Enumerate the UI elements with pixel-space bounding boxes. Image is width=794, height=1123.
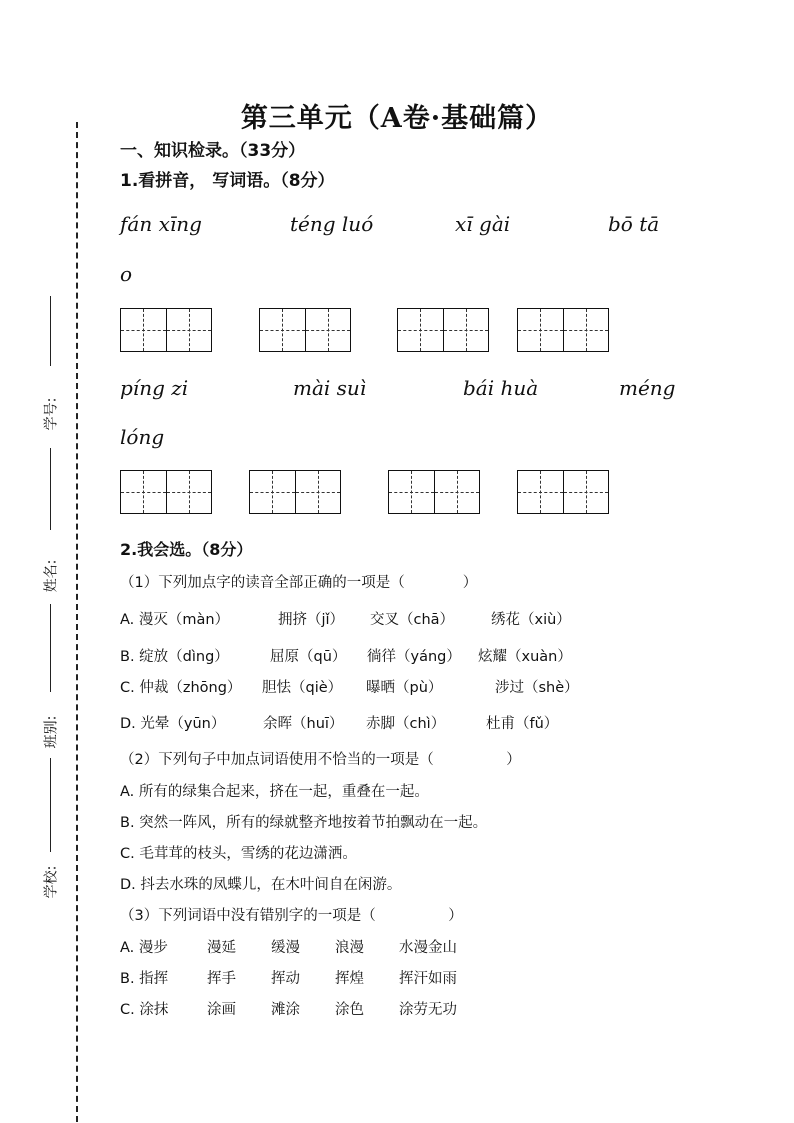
school-label: 学校: bbox=[43, 865, 60, 899]
option-1b-4: 炫耀（xuàn） bbox=[478, 649, 572, 665]
option-3c-1: C. 涂抹 bbox=[120, 1002, 169, 1018]
option-1b-1: B. 绽放（dìng） bbox=[120, 649, 229, 665]
answer-grid-5[interactable] bbox=[120, 470, 212, 514]
sub-question-1-stem: （1）下列加点字的读音全部正确的一项是（ ） bbox=[120, 575, 478, 591]
pinyin-2: téng luó bbox=[290, 212, 374, 236]
option-1b-3: 徜徉（yáng） bbox=[367, 649, 461, 665]
option-3a-1: A. 漫步 bbox=[120, 940, 168, 956]
pinyin-8: méng bbox=[619, 376, 676, 400]
option-2c: C. 毛茸茸的枝头，雪绣的花边潇洒。 bbox=[120, 846, 357, 862]
option-1d-3: 赤脚（chì） bbox=[366, 716, 446, 732]
pinyin-8-wrap: lóng bbox=[120, 425, 165, 449]
pinyin-3: xī gài bbox=[455, 212, 511, 236]
option-1c-2: 胆怯（qiè） bbox=[262, 680, 343, 696]
pinyin-4: bō tā bbox=[608, 212, 660, 236]
answer-grid-4[interactable] bbox=[517, 308, 609, 352]
option-1a-4: 绣花（xiù） bbox=[491, 612, 571, 628]
question-1-heading: 1.看拼音， 写词语。（8分） bbox=[120, 171, 335, 191]
pinyin-6: mài suì bbox=[293, 376, 367, 400]
class-blank[interactable] bbox=[50, 604, 51, 692]
option-2b: B. 突然一阵风，所有的绿就整齐地按着节拍飘动在一起。 bbox=[120, 815, 488, 831]
option-1a-1: A. 漫灭（màn） bbox=[120, 612, 230, 628]
answer-grid-8[interactable] bbox=[517, 470, 609, 514]
option-1d-1: D. 光晕（yūn） bbox=[120, 716, 226, 732]
option-1a-2: 拥挤（jǐ） bbox=[278, 612, 345, 628]
question-2-heading: 2.我会选。（8分） bbox=[120, 540, 253, 559]
option-1d-4: 杜甫（fǔ） bbox=[486, 716, 559, 732]
option-1a-3: 交叉（chā） bbox=[370, 612, 455, 628]
pinyin-4-wrap: o bbox=[120, 262, 133, 286]
option-3b-3: 挥动 bbox=[271, 971, 300, 987]
option-3c-3: 滩涂 bbox=[271, 1002, 300, 1018]
option-2a: A. 所有的绿集合起来，挤在一起，重叠在一起。 bbox=[120, 784, 429, 800]
option-3a-3: 缓漫 bbox=[271, 940, 300, 956]
answer-grid-1[interactable] bbox=[120, 308, 212, 352]
option-1c-1: C. 仲裁（zhōng） bbox=[120, 680, 242, 696]
page-title: 第三单元（A卷·基础篇） bbox=[240, 103, 554, 134]
option-3a-2: 漫延 bbox=[207, 940, 236, 956]
option-3a-5: 水漫金山 bbox=[399, 940, 457, 956]
option-1b-2: 屈原（qū） bbox=[270, 649, 347, 665]
option-3b-5: 挥汗如雨 bbox=[399, 971, 457, 987]
binding-dashed-line bbox=[76, 122, 78, 1122]
name-blank[interactable] bbox=[50, 448, 51, 530]
option-3b-2: 挥手 bbox=[207, 971, 236, 987]
pinyin-1: fán xīng bbox=[120, 212, 202, 236]
option-3b-1: B. 指挥 bbox=[120, 971, 169, 987]
answer-grid-2[interactable] bbox=[259, 308, 351, 352]
sub-question-2-stem: （2）下列句子中加点词语使用不恰当的一项是（ ） bbox=[120, 752, 521, 768]
answer-grid-6[interactable] bbox=[249, 470, 341, 514]
sub-question-3-stem: （3）下列词语中没有错别字的一项是（ ） bbox=[120, 908, 463, 924]
option-3a-4: 浪漫 bbox=[335, 940, 364, 956]
section-1-heading: 一、知识检录。（33分） bbox=[120, 141, 306, 161]
class-label: 班别: bbox=[43, 715, 60, 749]
option-1c-3: 曝晒（pù） bbox=[366, 680, 443, 696]
option-3c-4: 涂色 bbox=[335, 1002, 364, 1018]
option-3b-4: 挥煌 bbox=[335, 971, 364, 987]
option-1c-4: 涉过（shè） bbox=[495, 680, 579, 696]
name-label: 姓名: bbox=[43, 559, 60, 593]
student-id-label: 学号: bbox=[43, 397, 60, 431]
answer-grid-7[interactable] bbox=[388, 470, 480, 514]
student-id-blank[interactable] bbox=[50, 296, 51, 366]
school-blank[interactable] bbox=[50, 758, 51, 852]
answer-grid-3[interactable] bbox=[397, 308, 489, 352]
pinyin-7: bái huà bbox=[463, 376, 539, 400]
option-3c-2: 涂画 bbox=[207, 1002, 236, 1018]
pinyin-5: píng zi bbox=[120, 376, 189, 400]
option-3c-5: 涂劳无功 bbox=[399, 1002, 457, 1018]
option-2d: D. 抖去水珠的凤蝶儿，在木叶间自在闲游。 bbox=[120, 877, 402, 893]
option-1d-2: 余晖（huī） bbox=[263, 716, 344, 732]
